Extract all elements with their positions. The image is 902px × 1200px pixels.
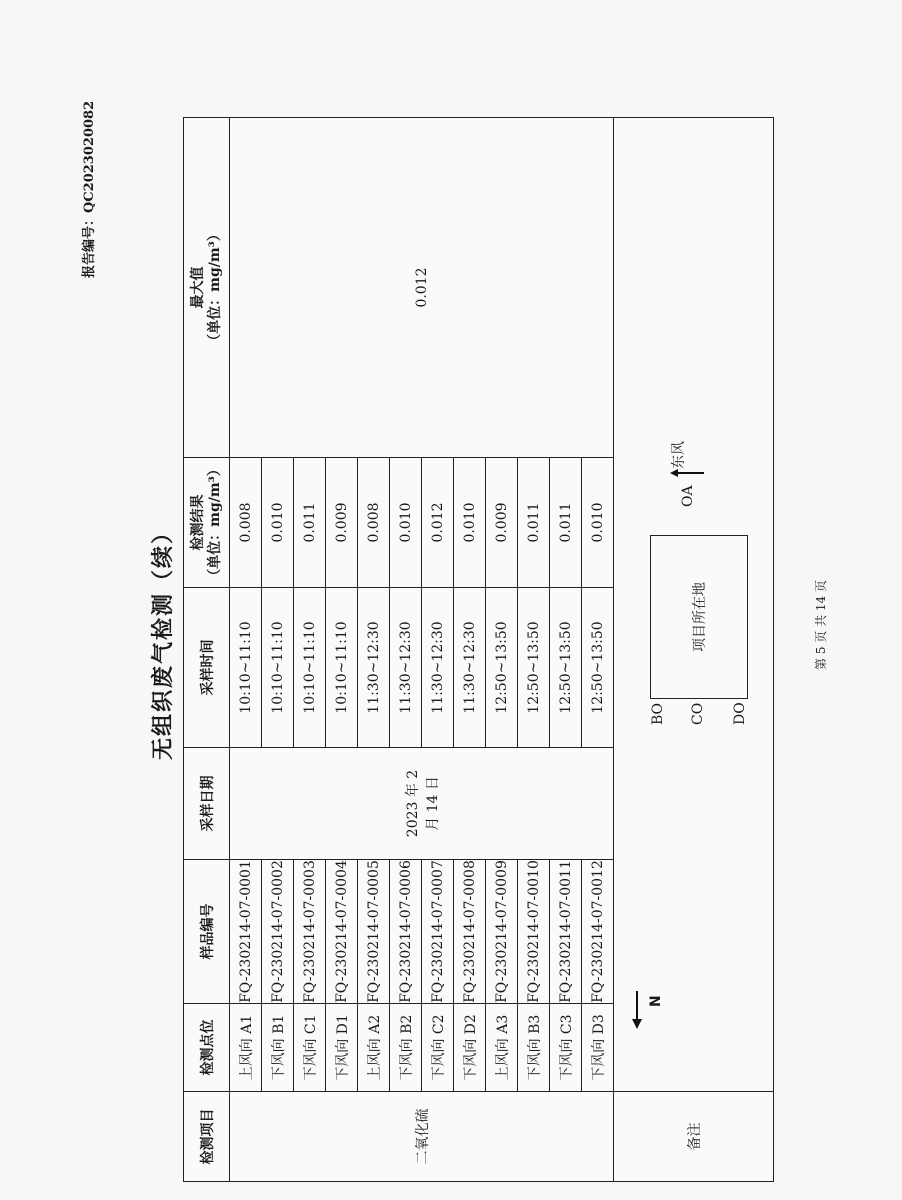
point-cell: 上风向 A2 [358, 1004, 390, 1092]
sample-no-cell: FQ-230214-07-0008 [454, 860, 486, 1004]
sample-no-cell: FQ-230214-07-0004 [326, 860, 358, 1004]
wind-arrow-shaft [678, 473, 704, 475]
report-number: 报告编号：QC2023020082 [82, 100, 97, 278]
time-cell: 11:30~12:30 [454, 588, 486, 748]
header-date: 采样日期 [184, 748, 230, 860]
time-cell: 12:50~13:50 [550, 588, 582, 748]
sample-no-cell: FQ-230214-07-0010 [518, 860, 550, 1004]
point-cell: 下风向 D3 [582, 1004, 614, 1092]
point-oa: OA [680, 485, 696, 507]
header-result [184, 458, 230, 588]
sample-no-cell: FQ-230214-07-0001 [230, 860, 262, 1004]
header-sample-no: 样品编号 [184, 860, 230, 1004]
header-point: 检测点位 [184, 1004, 230, 1092]
time-cell: 12:50~13:50 [486, 588, 518, 748]
table-row [230, 118, 262, 1182]
point-bo: BO [650, 702, 666, 725]
result-cell: 0.011 [550, 458, 582, 588]
header-time: 采样时间 [184, 588, 230, 748]
sample-no-cell: FQ-230214-07-0002 [262, 860, 294, 1004]
header-result-line2: （单位：mg/m³） [206, 462, 223, 583]
result-cell: 0.008 [358, 458, 390, 588]
point-cell: 下风向 D1 [326, 1004, 358, 1092]
header-result-line1: 检测结果 [189, 494, 206, 551]
sample-no-cell: FQ-230214-07-0009 [486, 860, 518, 1004]
time-cell: 10:10~11:10 [294, 588, 326, 748]
sample-no-cell: FQ-230214-07-0006 [390, 860, 422, 1004]
result-cell: 0.009 [486, 458, 518, 588]
point-cell: 下风向 C2 [422, 1004, 454, 1092]
point-do: DO [732, 702, 748, 725]
sample-no-cell: FQ-230214-07-0003 [294, 860, 326, 1004]
remark-content [614, 118, 774, 1092]
point-cell: 下风向 B3 [518, 1004, 550, 1092]
table-header-row [184, 118, 230, 1182]
time-cell: 11:30~12:30 [422, 588, 454, 748]
result-cell: 0.011 [518, 458, 550, 588]
page-title: 无组织废气检测（续） [150, 519, 176, 760]
location-diagram [614, 118, 773, 1091]
point-co: CO [690, 702, 706, 725]
result-cell: 0.010 [262, 458, 294, 588]
point-cell: 上风向 A1 [230, 1004, 262, 1092]
north-label: N [648, 995, 664, 1007]
result-cell: 0.011 [294, 458, 326, 588]
header-max-line2: （单位：mg/m³） [206, 227, 223, 348]
result-cell: 0.010 [454, 458, 486, 588]
page-footer: 第 5 页 共 14 页 [814, 580, 828, 670]
result-cell: 0.012 [422, 458, 454, 588]
detection-table [183, 117, 774, 1182]
header-max [184, 118, 230, 458]
remark-label: 备注 [614, 1092, 774, 1182]
result-cell: 0.010 [582, 458, 614, 588]
time-cell: 10:10~11:10 [230, 588, 262, 748]
time-cell: 11:30~12:30 [390, 588, 422, 748]
item-cell: 二氧化硫 [230, 1092, 614, 1182]
date-cell: 2023 年 2 月 14 日 [230, 748, 614, 860]
sample-no-cell: FQ-230214-07-0012 [582, 860, 614, 1004]
point-cell: 下风向 B1 [262, 1004, 294, 1092]
result-cell: 0.010 [390, 458, 422, 588]
time-cell: 11:30~12:30 [358, 588, 390, 748]
project-site-box [650, 535, 748, 699]
sample-no-cell: FQ-230214-07-0007 [422, 860, 454, 1004]
time-cell: 12:50~13:50 [582, 588, 614, 748]
point-cell: 下风向 D2 [454, 1004, 486, 1092]
max-cell: 0.012 [230, 118, 614, 458]
result-cell: 0.008 [230, 458, 262, 588]
sample-no-cell: FQ-230214-07-0005 [358, 860, 390, 1004]
header-max-line1: 最大值 [189, 266, 206, 309]
point-cell: 下风向 B2 [390, 1004, 422, 1092]
time-cell: 12:50~13:50 [518, 588, 550, 748]
project-site-label: 项目所在地 [692, 582, 708, 652]
sample-no-cell: FQ-230214-07-0011 [550, 860, 582, 1004]
north-arrow-shaft [636, 991, 638, 1021]
result-cell: 0.009 [326, 458, 358, 588]
wind-label: 东风 [671, 441, 687, 469]
wind-arrow-icon [670, 469, 678, 477]
header-item: 检测项目 [184, 1092, 230, 1182]
point-cell: 上风向 A3 [486, 1004, 518, 1092]
time-cell: 10:10~11:10 [326, 588, 358, 748]
point-cell: 下风向 C3 [550, 1004, 582, 1092]
north-arrow-icon [632, 1019, 642, 1029]
point-cell: 下风向 C1 [294, 1004, 326, 1092]
remark-row [614, 118, 774, 1182]
time-cell: 10:10~11:10 [262, 588, 294, 748]
